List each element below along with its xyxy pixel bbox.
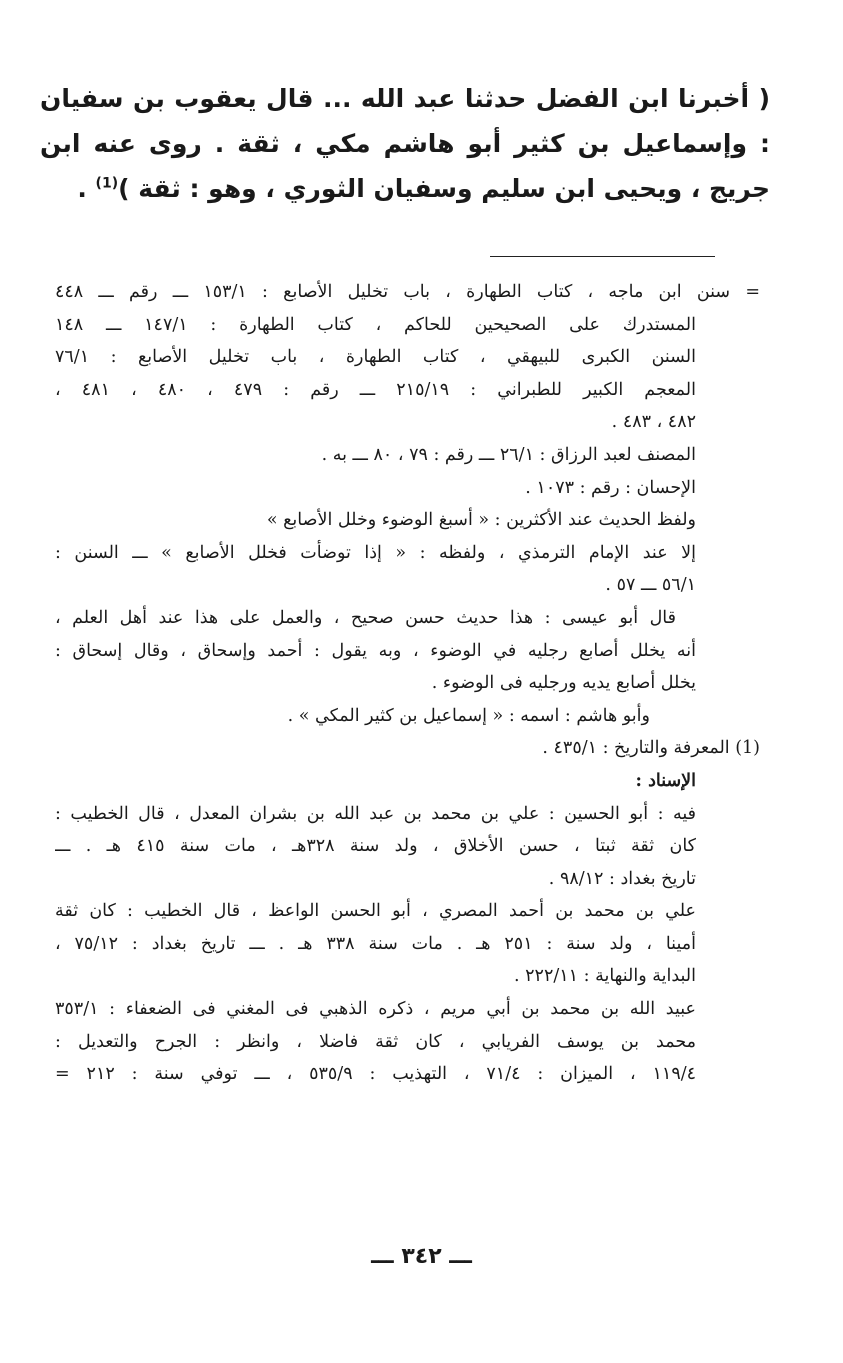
page-number: ـــ ٣٤٢ ـــ <box>371 1244 472 1269</box>
footnote-line: ولفظ الحديث عند الأكثرين : « أسبغ الوضوء وخلل الأصابع » <box>266 510 696 531</box>
footnote-line: عبيد الله بن محمد بن أبي مريم ، ذكره الذهبي فى المغني فى الضعفاء : ٣٥٣/١ <box>55 999 696 1020</box>
footnote-line: أمينا ، ولد سنة : ٢٥١ هـ . مات سنة ٣٣٨ هـ . ـــ تاريخ بغداد : ٧٥/١٢ ، <box>55 933 696 954</box>
footnote-line: قال أبو عيسى : هذا حديث حسن صحيح ، والعمل على هذا عند أهل العلم ، <box>55 607 676 628</box>
footnote-line: ١١٩/٤ ، الميزان : ٧١/٤ ، التهذيب : ٥٣٥/٩ ، ـــ توفي سنة : ٢١٢ = <box>55 1064 697 1085</box>
footnote-line: وأبو هاشم : اسمه : « إسماعيل بن كثير المكي » . <box>287 705 650 726</box>
main-text-end: . <box>77 174 96 203</box>
footnote-line: فيه : أبو الحسين : علي بن محمد بن عبد الله بن بشران المعدل ، قال الخطيب : <box>55 803 696 824</box>
footnote-line: ٥٦/١ ـــ ٥٧ . <box>605 575 696 596</box>
footnote-line: ٤٨٢ ، ٤٨٣ . <box>611 412 696 433</box>
footnote-reference: (1) <box>95 175 119 192</box>
footnote-line: البداية والنهاية : ٢٢٢/١١ . <box>514 966 696 987</box>
footnote-line: تاريخ بغداد : ٩٨/١٢ . <box>548 868 696 889</box>
footnote-line: أنه يخلل أصابع رجليه في الوضوء ، وبه يقول : أحمد وإسحاق ، وقال إسحاق : <box>55 640 696 661</box>
main-text-body: ( أخبرنا ابن الفضل حدثنا عبد الله ... قال يعقوب بن سفيان : وإسماعيل بن كثير أبو هاشم مكي ، ثقة . روى عنه ابن جريج ، ويحيى ابن سليم وسفيان الثوري ، وهو : ثقة ) <box>40 84 770 203</box>
footnote-line: المستدرك على الصحيحين للحاكم ، كتاب الطهارة : ١٤٧/١ ـــ ١٤٨ <box>55 314 696 335</box>
footnote-line: = سنن ابن ماجه ، كتاب الطهارة ، باب تخليل الأصابع : ١٥٣/١ ـــ رقم ـــ ٤٤٨ <box>55 282 760 302</box>
footnote-line: السنن الكبرى للبيهقي ، كتاب الطهارة ، باب تخليل الأصابع : ٧٦/١ <box>55 347 696 368</box>
footnote-separator <box>490 256 715 257</box>
footnote-line: الإحسان : رقم : ١٠٧٣ . <box>525 477 696 498</box>
footnote-line: محمد بن يوسف الفريابي ، كان ثقة فاضلا ، وانظر : الجرح والتعديل : <box>55 1031 696 1052</box>
footnote-line: (1) المعرفة والتاريخ : ٤٣٥/١ . <box>542 738 760 759</box>
footnotes-block <box>55 276 760 1091</box>
footnote-line: كان ثقة ثبتا ، حسن الأخلاق ، ولد سنة ٣٢٨هـ ، مات سنة ٤١٥ هـ . ـــ <box>55 836 696 857</box>
footnote-line: يخلل أصابع يديه ورجليه فى الوضوء . <box>431 673 696 694</box>
footnote-line: إلا عند الإمام الترمذي ، ولفظه : « إذا توضأت فخلل الأصابع » ـــ السنن : <box>55 542 696 563</box>
footnote-line: علي بن محمد بن أحمد المصري ، أبو الحسن الواعظ ، قال الخطيب : كان ثقة <box>55 901 696 922</box>
footnote-line: المصنف لعبد الرزاق : ٢٦/١ ـــ رقم : ٧٩ ، ٨٠ ـــ به . <box>321 444 696 465</box>
isnad-heading: الإسناد : <box>635 770 696 791</box>
footnote-line: المعجم الكبير للطبراني : ٢١٥/١٩ ـــ رقم : ٤٧٩ ، ٤٨٠ ، ٤٨١ ، <box>55 379 696 400</box>
main-text-paragraph <box>40 76 770 211</box>
